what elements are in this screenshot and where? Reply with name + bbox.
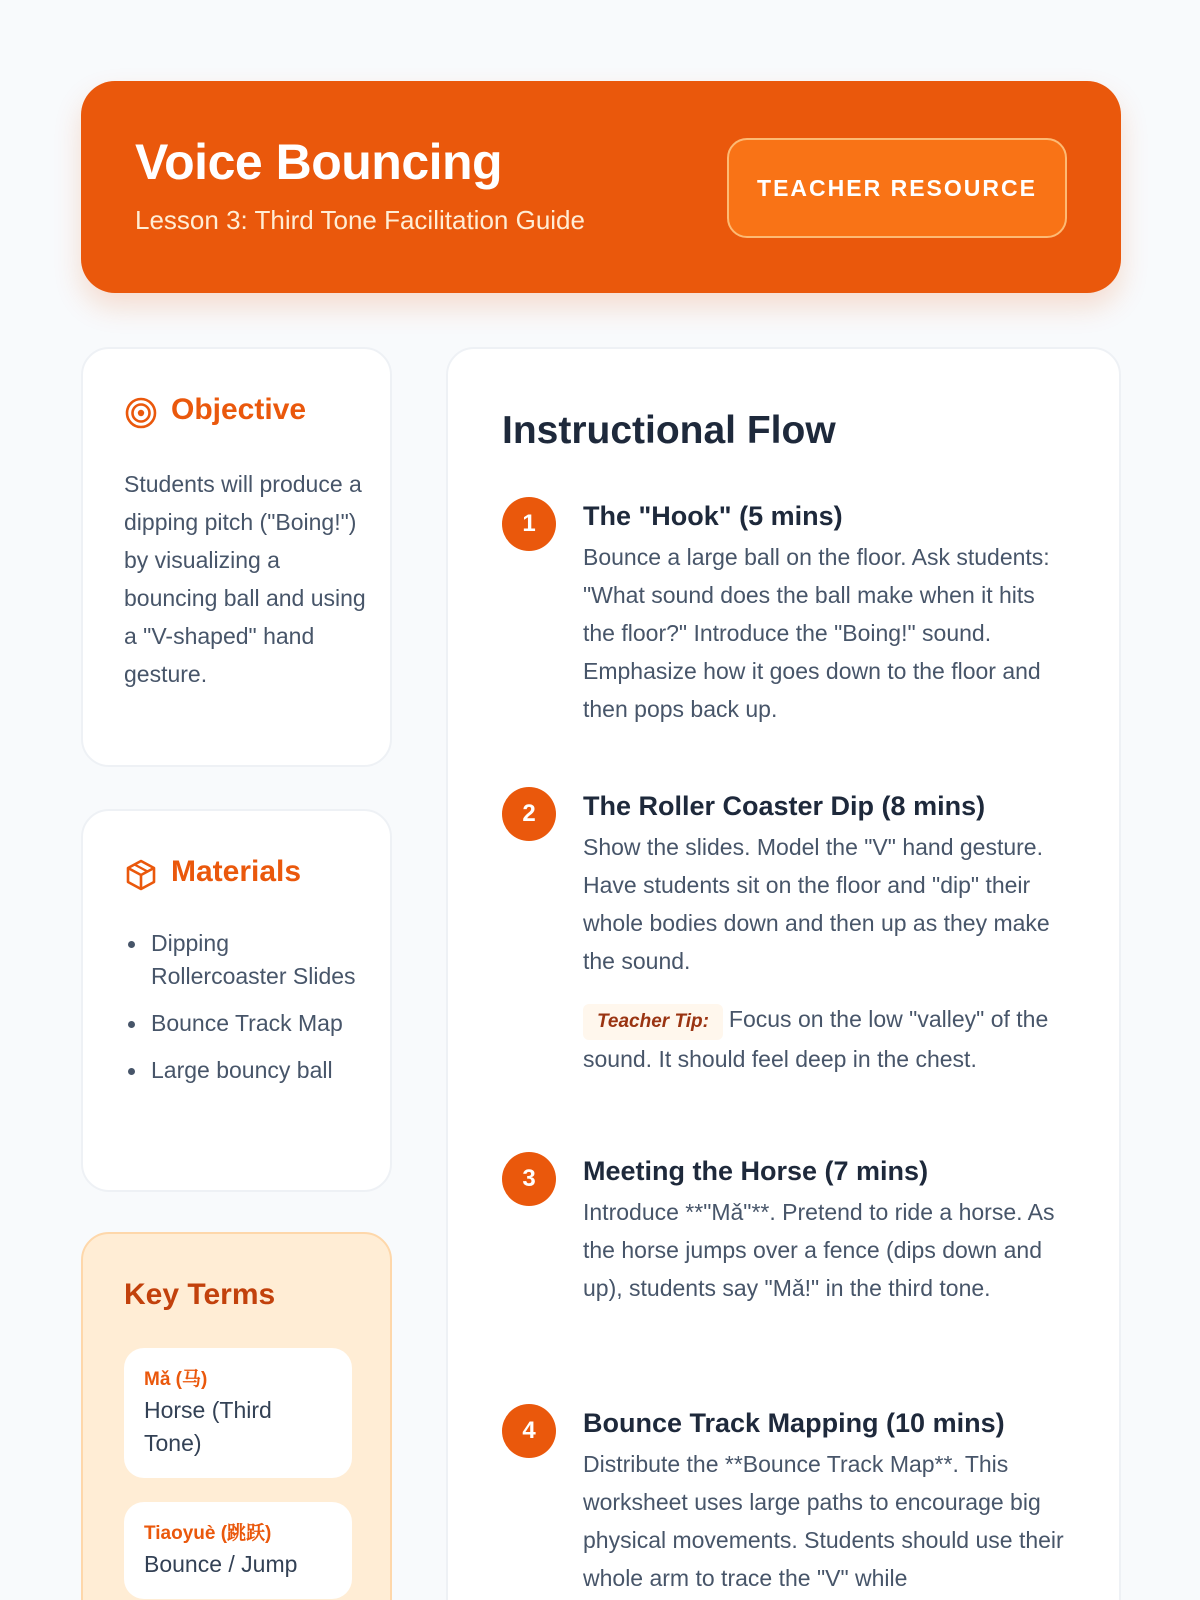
objective-text: Students will produce a dipping pitch ("Boing!") by visualizing a bouncing ball and using a "V-shaped" hand gesture.	[124, 471, 366, 687]
key-terms-heading: Key Terms	[124, 1278, 276, 1311]
materials-heading: Materials	[171, 855, 302, 888]
materials-item: Bounce Track Map	[124, 1007, 369, 1040]
teacher-resource-badge: TEACHER RESOURCE	[727, 138, 1067, 238]
teacher-tip	[583, 1000, 1073, 1078]
instructional-flow-card	[446, 347, 1121, 1600]
step-number-badge: 2	[502, 787, 556, 841]
step-description: Distribute the **Bounce Track Map**. This worksheet uses large paths to encourage big physical movements. Students should use their whole arm to trace the "V" while	[583, 1451, 1064, 1591]
teacher-tip-label: Teacher Tip:	[583, 1004, 723, 1040]
step-number-badge: 1	[502, 497, 556, 551]
box-icon	[124, 858, 158, 892]
objective-card	[81, 347, 392, 767]
step-description: Introduce **"Mǎ"**. Pretend to ride a horse. As the horse jumps over a fence (dips down and up), students say "Mǎ!" in the third tone.	[583, 1199, 1055, 1301]
step-number-badge: 4	[502, 1404, 556, 1458]
teacher-tip-text: Focus on the low "valley" of the sound. It should feel deep in the chest.	[583, 1006, 1049, 1072]
page-subtitle: Lesson 3: Third Tone Facilitation Guide	[135, 205, 585, 235]
key-term-card	[124, 1348, 352, 1478]
step-title: The Roller Coaster Dip (8 mins)	[583, 791, 986, 821]
key-term-definition: Bounce / Jump	[144, 1551, 298, 1577]
target-icon	[124, 396, 158, 430]
page-title: Voice Bouncing	[135, 134, 503, 190]
step-title: The "Hook" (5 mins)	[583, 501, 843, 531]
key-terms-card	[81, 1232, 392, 1600]
step-title: Meeting the Horse (7 mins)	[583, 1156, 929, 1186]
materials-item: Dipping Rollercoaster Slides	[124, 927, 369, 993]
objective-heading: Objective	[171, 393, 307, 426]
materials-item: Large bouncy ball	[124, 1054, 369, 1087]
step-number-badge: 3	[502, 1152, 556, 1206]
materials-list	[124, 927, 369, 1101]
step-description: Bounce a large ball on the floor. Ask students: "What sound does the ball make when it hits the floor?" Introduce the "Boing!" sound. Emphasize how it goes down to the floor and then pops back up.	[583, 544, 1050, 722]
key-term-word: Tiaoyuè (跳跃)	[144, 1523, 272, 1544]
key-term-card	[124, 1502, 352, 1599]
instructional-flow-heading: Instructional Flow	[502, 409, 836, 452]
key-term-definition: Horse (Third Tone)	[144, 1397, 272, 1456]
step-title: Bounce Track Mapping (10 mins)	[583, 1408, 1005, 1438]
materials-card	[81, 809, 392, 1192]
key-term-word: Mǎ (马)	[144, 1369, 208, 1390]
step-description: Show the slides. Model the "V" hand gesture. Have students sit on the floor and "dip" their whole bodies down and then up as they make the sound.	[583, 834, 1050, 974]
lesson-header	[81, 81, 1121, 293]
